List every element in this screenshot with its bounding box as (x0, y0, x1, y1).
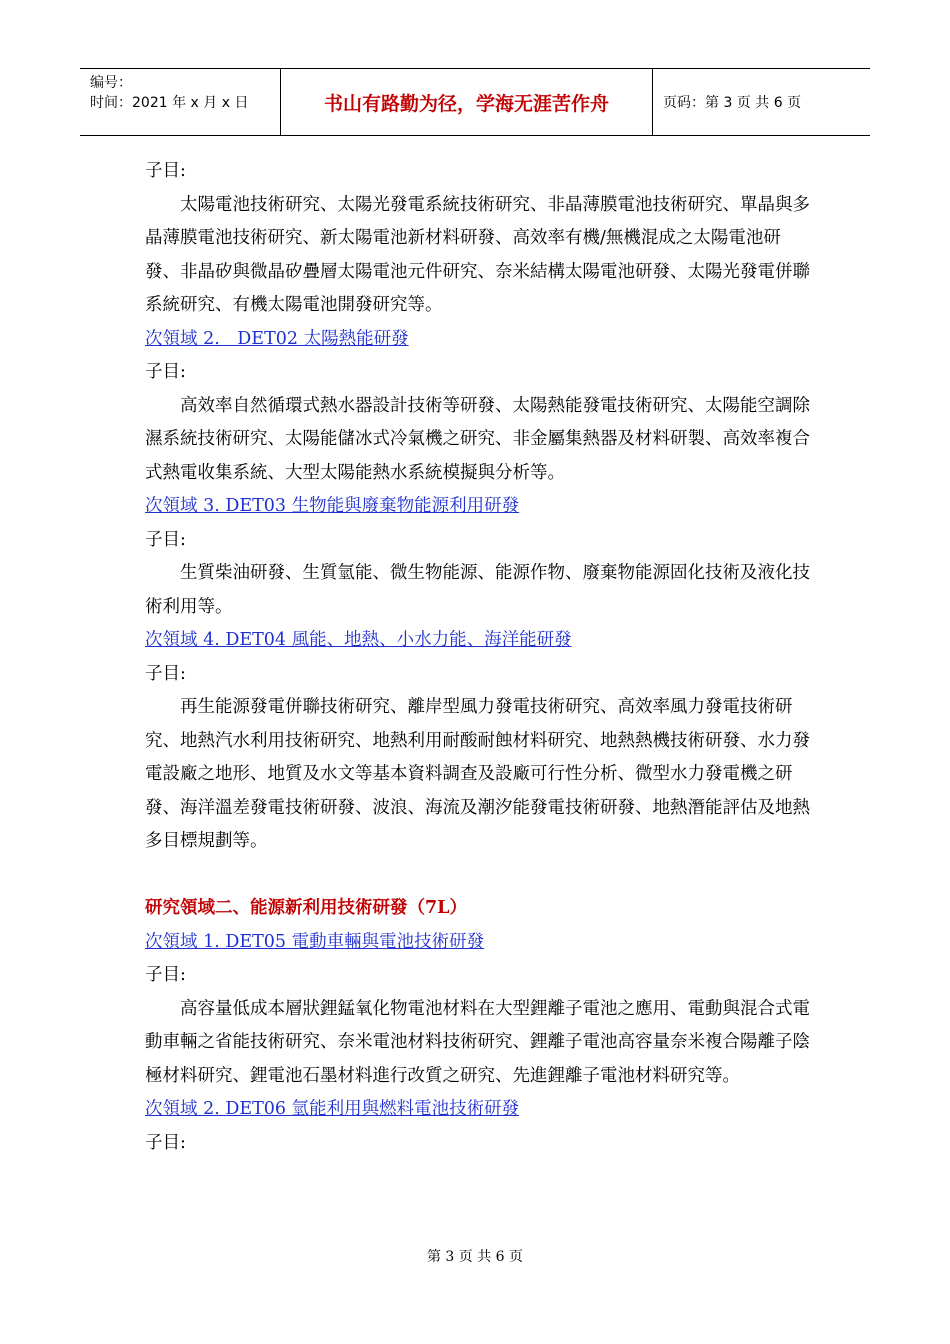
subitem-label: 子目: (145, 529, 186, 550)
header-page-label: 页码：第 3 页 共 6 页 (663, 95, 802, 111)
subitem-text: 高效率自然循環式熱水器設計技術等研發、太陽熱能發電技術研究、太陽能空調除濕系統技術研究、太陽能儲冰式冷氣機之研究、非金屬集熱器及材料研製、高效率複合式熱電收集系統、大型太陽能熱水系統模擬與分析等。 (145, 395, 810, 483)
subdomain-link-det02[interactable]: 次領域 2. DET02 太陽熱能研發 (145, 328, 409, 349)
subdomain-link-det03[interactable]: 次領域 3. DET03 生物能與廢棄物能源利用研發 (145, 496, 520, 516)
subdomain-link-det04[interactable]: 次領域 4. DET04 風能、地熱、小水力能、海洋能研發 (145, 630, 572, 650)
doc-date-label: 时间：2021 年 x 月 x 日 (90, 95, 249, 111)
doc-number-label: 编号： (90, 75, 132, 91)
section-spacer (145, 859, 810, 893)
subitem-label: 子目: (145, 1132, 186, 1153)
subitem-label: 子目: (145, 362, 186, 382)
subitem-label: 子目: (145, 663, 186, 684)
subdomain-link-det05[interactable]: 次領域 1. DET05 電動車輛與電池技術研發 (145, 931, 485, 952)
page-footer: 第 3 页 共 6 页 (426, 1249, 524, 1265)
header-meta (80, 69, 281, 135)
subitem-label: 子目: (145, 965, 186, 985)
subitem-label: 子目: (145, 161, 186, 181)
document-body (145, 155, 810, 1160)
subitem-text: 生質柴油研發、生質氫能、微生物能源、能源作物、廢棄物能源固化技術及液化技術利用等。 (145, 563, 810, 617)
section-heading: 研究領域二、能源新利用技術研發（7L） (145, 898, 467, 918)
subdomain-link-det06[interactable]: 次領域 2. DET06 氫能利用與燃料電池技術研發 (145, 1099, 520, 1119)
subitem-text: 高容量低成本層狀鋰錳氧化物電池材料在大型鋰離子電池之應用、電動與混合式電動車輛之省能技術研究、奈米電池材料技術研究、鋰離子電池高容量奈米複合陽離子陰極材料研究、鋰電池石墨材料進行改質之研究、先進鋰離子電池材料研究等。 (145, 998, 810, 1086)
subitem-text: 再生能源發電併聯技術研究、離岸型風力發電技術研究、高效率風力發電技術研究、地熱汽水利用技術研究、地熱利用耐酸耐蝕材料研究、地熱熱機技術研發、水力發電設廠之地形、地質及水文等基本資料調查及設廠可行性分析、微型水力發電機之研發、海洋溫差發電技術研發、波浪、海流及潮汐能發電技術研發、地熱潛能評估及地熱多目標規劃等。 (145, 697, 810, 851)
header-motto: 书山有路勤为径，学海无涯苦作舟 (281, 69, 653, 135)
page-header (80, 68, 870, 136)
subitem-text: 太陽電池技術研究、太陽光發電系統技術研究、非晶薄膜電池技術研究、單晶與多晶薄膜電池技術研究、新太陽電池新材料研發、高效率有機/無機混成之太陽電池研發、非晶矽與微晶矽疊層太陽電池元件研究、奈米結構太陽電池研發、太陽光發電併聯系統研究、有機太陽電池開發研究等。 (145, 194, 810, 315)
